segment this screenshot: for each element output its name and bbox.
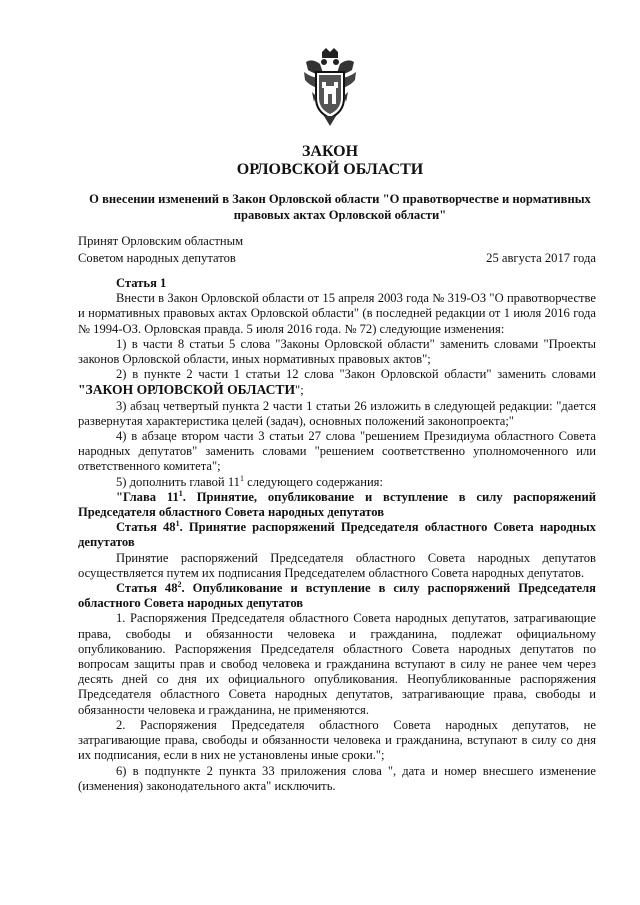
adoption-date: 25 августа 2017 года: [486, 251, 596, 265]
amendment-item-2: 2) в пункте 2 части 1 статьи 12 слова "Закон Орловской области" заменить словами "ЗАКОН ОРЛОВСКОЙ ОБЛАСТИ";: [78, 367, 596, 398]
adopted-by-line1: Принят Орловским областным: [78, 234, 244, 248]
article-48-1-heading: Статья $48^1$. Принятие распоряжений Председателя областного Совета народных депутатов: [78, 519, 596, 550]
chapter-heading: "Глава $11^1$. Принятие, опубликование и вступление в силу распоряжений Председателя областного Совета народных депутатов: [78, 488, 597, 520]
article-48-2-part-1: 1. Распоряжения Председателя областного Совета народных депутатов, затрагивающие права, свободы и обязанности человека и гражданина, подлежат официальному опубликованию. Распоряжения Председателя областного Совета народных депутатов по вопросам защиты прав и свобод человека и гражданина вступают в силу не ранее чем через десять дней со дня их официального опубликования. Неопубликованные распоряжения Председателя областного Совета народных депутатов, затрагивающие права, свободы и обязанности человека и гражданина, не применяются.: [78, 611, 596, 717]
article-48-1-text: Принятие распоряжений Председателя областного Совета народных депутатов осуществляется путем их подписания Председателем областного Совета народных депутатов.: [78, 550, 596, 580]
amendment-item-1: 1) в части 8 статьи 5 слова "Законы Орловской области" заменить словами "Проекты законов Орловской области, иных нормативных правовых актов";: [78, 336, 596, 367]
region-title: ОРЛОВСКОЙ ОБЛАСТИ: [236, 161, 424, 178]
article-body: [78, 276, 596, 794]
amendment-item-4: 4) в абзаце втором части 3 статьи 27 слова "решением Президиума областного Совета народных депутатов" заменить словами "решением соответственно уполномоченного или ответственного комитета";: [78, 429, 596, 474]
oryol-oblast-coat-of-arms-icon: [302, 48, 358, 128]
article-intro: Внести в Закон Орловской области от 15 апреля 2003 года № 319-ОЗ "О правотворчестве и нормативных правовых актах Орловской области" (в последней редакции от 1 июля 2016 года № 1994-ОЗ. Орловская правда. 5 июля 2016 года. № 72) следующие изменения:: [78, 291, 596, 336]
amendment-item-6: 6) в подпункте 2 пункта 33 приложения слова ", дата и номер внесшего изменение (изменения) законодательного акта" исключить.: [78, 763, 596, 793]
article-48-2-part-2: 2. Распоряжения Председателя областного Совета народных депутатов, не затрагивающие права, свободы и обязанности человека и гражданина, вступают в силу со дня их подписания, если в них не установлены иные сроки.";: [78, 717, 596, 763]
article-48-2-heading: Статья $48^2$. Опубликование и вступление в силу распоряжений Председателя областного Совета народных депутатов: [78, 579, 596, 611]
law-title: ЗАКОН: [301, 143, 359, 160]
amendment-item-3: 3) абзац четвертый пункта 2 части 1 статьи 26 изложить в следующей редакции: "дается развернутая характеристика целей (задач), основных положений законопроекта;": [78, 398, 596, 428]
law-subtitle: О внесении изменений в Закон Орловской области "О правотворчестве и нормативных правовых актах Орловской области": [89, 192, 591, 222]
amendment-item-5: 5) дополнить главой $11^1$ следующего содержания:: [116, 473, 383, 489]
adopted-by-line2: Советом народных депутатов: [78, 251, 236, 265]
article-heading: Статья 1: [116, 276, 167, 290]
